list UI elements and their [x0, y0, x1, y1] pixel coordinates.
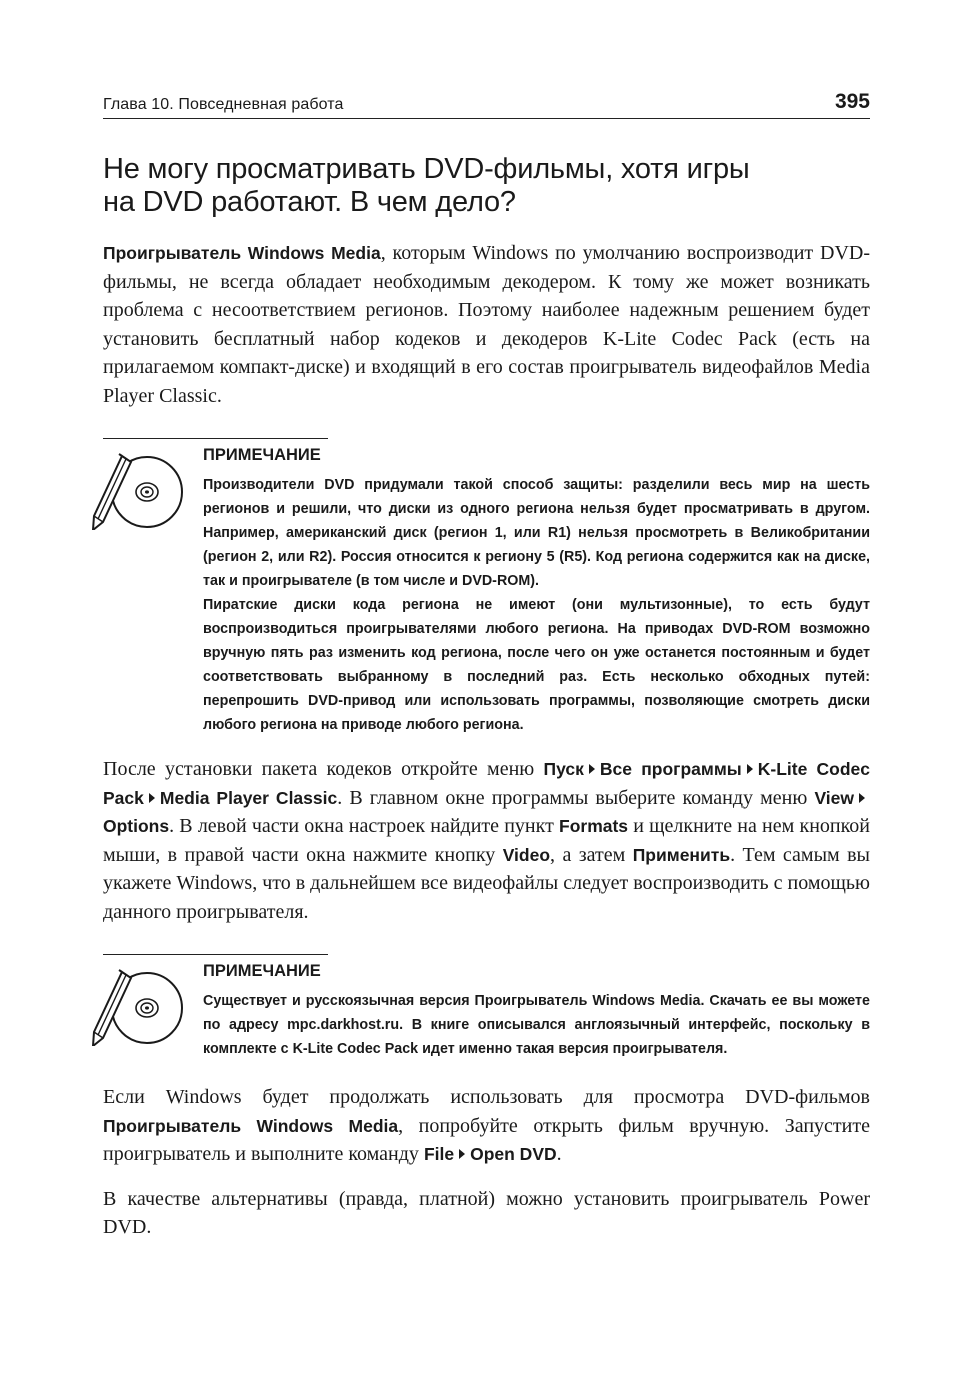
menu-path-item: K-Lite Codec Pack: [103, 759, 870, 808]
paragraph-text: , которым Windows по умолчанию воспроизводит DVD-фильмы, не всегда обладает необходимым декодером. К тому же может возникать проблема с несоответствием регионов. Поэтому наиболее надежным решением будет установить бесплатный набор кодеков и декодеров K-Lite Codec Pack (есть на прилагаемом компакт-диске) и входящий в его состав проигрыватель видеофайлов Media Player Classic.: [103, 242, 870, 407]
menu-path-item: Media Player Classic: [159, 787, 338, 808]
paragraph-text: , попробуйте открыть фильм вручную. Запустите проигрыватель и выполните команду: [103, 1114, 870, 1165]
bold-term: Проигрыватель Windows Media: [103, 1115, 399, 1136]
paragraph-3: [103, 1083, 870, 1169]
pencil-disc-icon: [89, 966, 189, 1046]
chapter-title: Глава 10. Повседневная работа: [103, 96, 344, 113]
ui-term: Video: [502, 844, 551, 865]
menu-arrow-icon: [747, 764, 753, 774]
ui-term: Formats: [559, 816, 629, 836]
paragraph-1: [103, 239, 870, 410]
page-number: 395: [834, 90, 870, 113]
paragraph-text: и щелкните на нем кнопкой мыши, в правой части окна нажмите кнопку: [103, 815, 871, 866]
menu-arrow-icon: [589, 764, 595, 774]
note-title: ПРИМЕЧАНИЕ: [203, 446, 321, 464]
paragraph-text: . В левой части окна настроек найдите пункт: [169, 815, 559, 837]
note-text-2: Пиратские диски кода региона не имеют (они мультизонные), то есть будут воспроизводиться проигрывателями любого региона. На приводах DVD-ROM возможно вручную пять раз изменить код региона, после чего он уже останется постоянным и будет соответствовать выбранному в последний раз. Есть несколько обходных путей: перепрошить DVD-привод или использовать программы, позволяющие смотреть диски любого региона на приводе любого региона.: [203, 597, 870, 733]
heading-line-2: на DVD работают. В чем дело?: [103, 186, 516, 218]
pencil-disc-icon: [89, 450, 189, 530]
note-rule: [103, 954, 328, 955]
menu-path-item: Все программы: [599, 759, 742, 779]
menu-path-item: Пуск: [543, 759, 584, 779]
bold-term: Проигрыватель Windows Media: [103, 243, 381, 263]
menu-path-item: View: [814, 787, 855, 808]
note-text-1: Производители DVD придумали такой способ защиты: разделили весь мир на шесть регионов и решили, что диски из одного региона нельзя будет просматривать в другом. Например, американский диск (регион 1, или R1) нельзя просмотреть в Великобритании (регион 2, или R2). Россия относится к региону 5 (R5). Код региона содержится как на диске, так и проигрывателе (в том числе и DVD-ROM).: [203, 477, 870, 589]
paragraph-text: , а затем: [550, 843, 633, 866]
note-title: ПРИМЕЧАНИЕ: [203, 962, 321, 980]
menu-arrow-icon: [149, 793, 155, 803]
paragraph-4: В качестве альтернативы (правда, платной) можно установить проигрыватель Power DVD.: [103, 1187, 870, 1238]
ui-term: Применить: [632, 844, 731, 865]
note-text-1: Существует и русскоязычная версия Проигрыватель Windows Media. Скачать ее вы можете по адресу mpc.darkhost.ru. В книге описывался англоязычный интерфейс, поскольку в комплекте с K-Lite Codec Pack идет именно такая версия проигрывателя.: [203, 993, 870, 1057]
paragraph-2: [103, 755, 870, 926]
paragraph-text: После установки пакета кодеков откройте меню: [103, 758, 544, 780]
note-rule: [103, 438, 328, 439]
paragraph-text: . В главном окне программы выберите команду меню: [337, 786, 815, 809]
section-heading: [103, 153, 870, 219]
note-block-2: [103, 954, 870, 1061]
menu-path-item: Options: [103, 816, 170, 836]
note-block-1: [103, 438, 870, 737]
menu-arrow-icon: [859, 793, 865, 803]
paragraph-text: .: [556, 1143, 562, 1165]
menu-path-item: File: [423, 1144, 455, 1164]
heading-line-1: Не могу просматривать DVD-фильмы, хотя игры: [103, 153, 750, 185]
menu-arrow-icon: [459, 1149, 465, 1159]
paragraph-text: Если Windows будет продолжать использовать для просмотра DVD-фильмов: [103, 1086, 870, 1108]
menu-path-item: Open DVD: [470, 1144, 557, 1164]
running-header: [103, 88, 870, 119]
book-page: [103, 88, 870, 1242]
paragraph-text: . Тем самым вы укажете Windows, что в дальнейшем все видеофайлы следует воспроизводить с помощью данного проигрывателя.: [103, 843, 870, 923]
